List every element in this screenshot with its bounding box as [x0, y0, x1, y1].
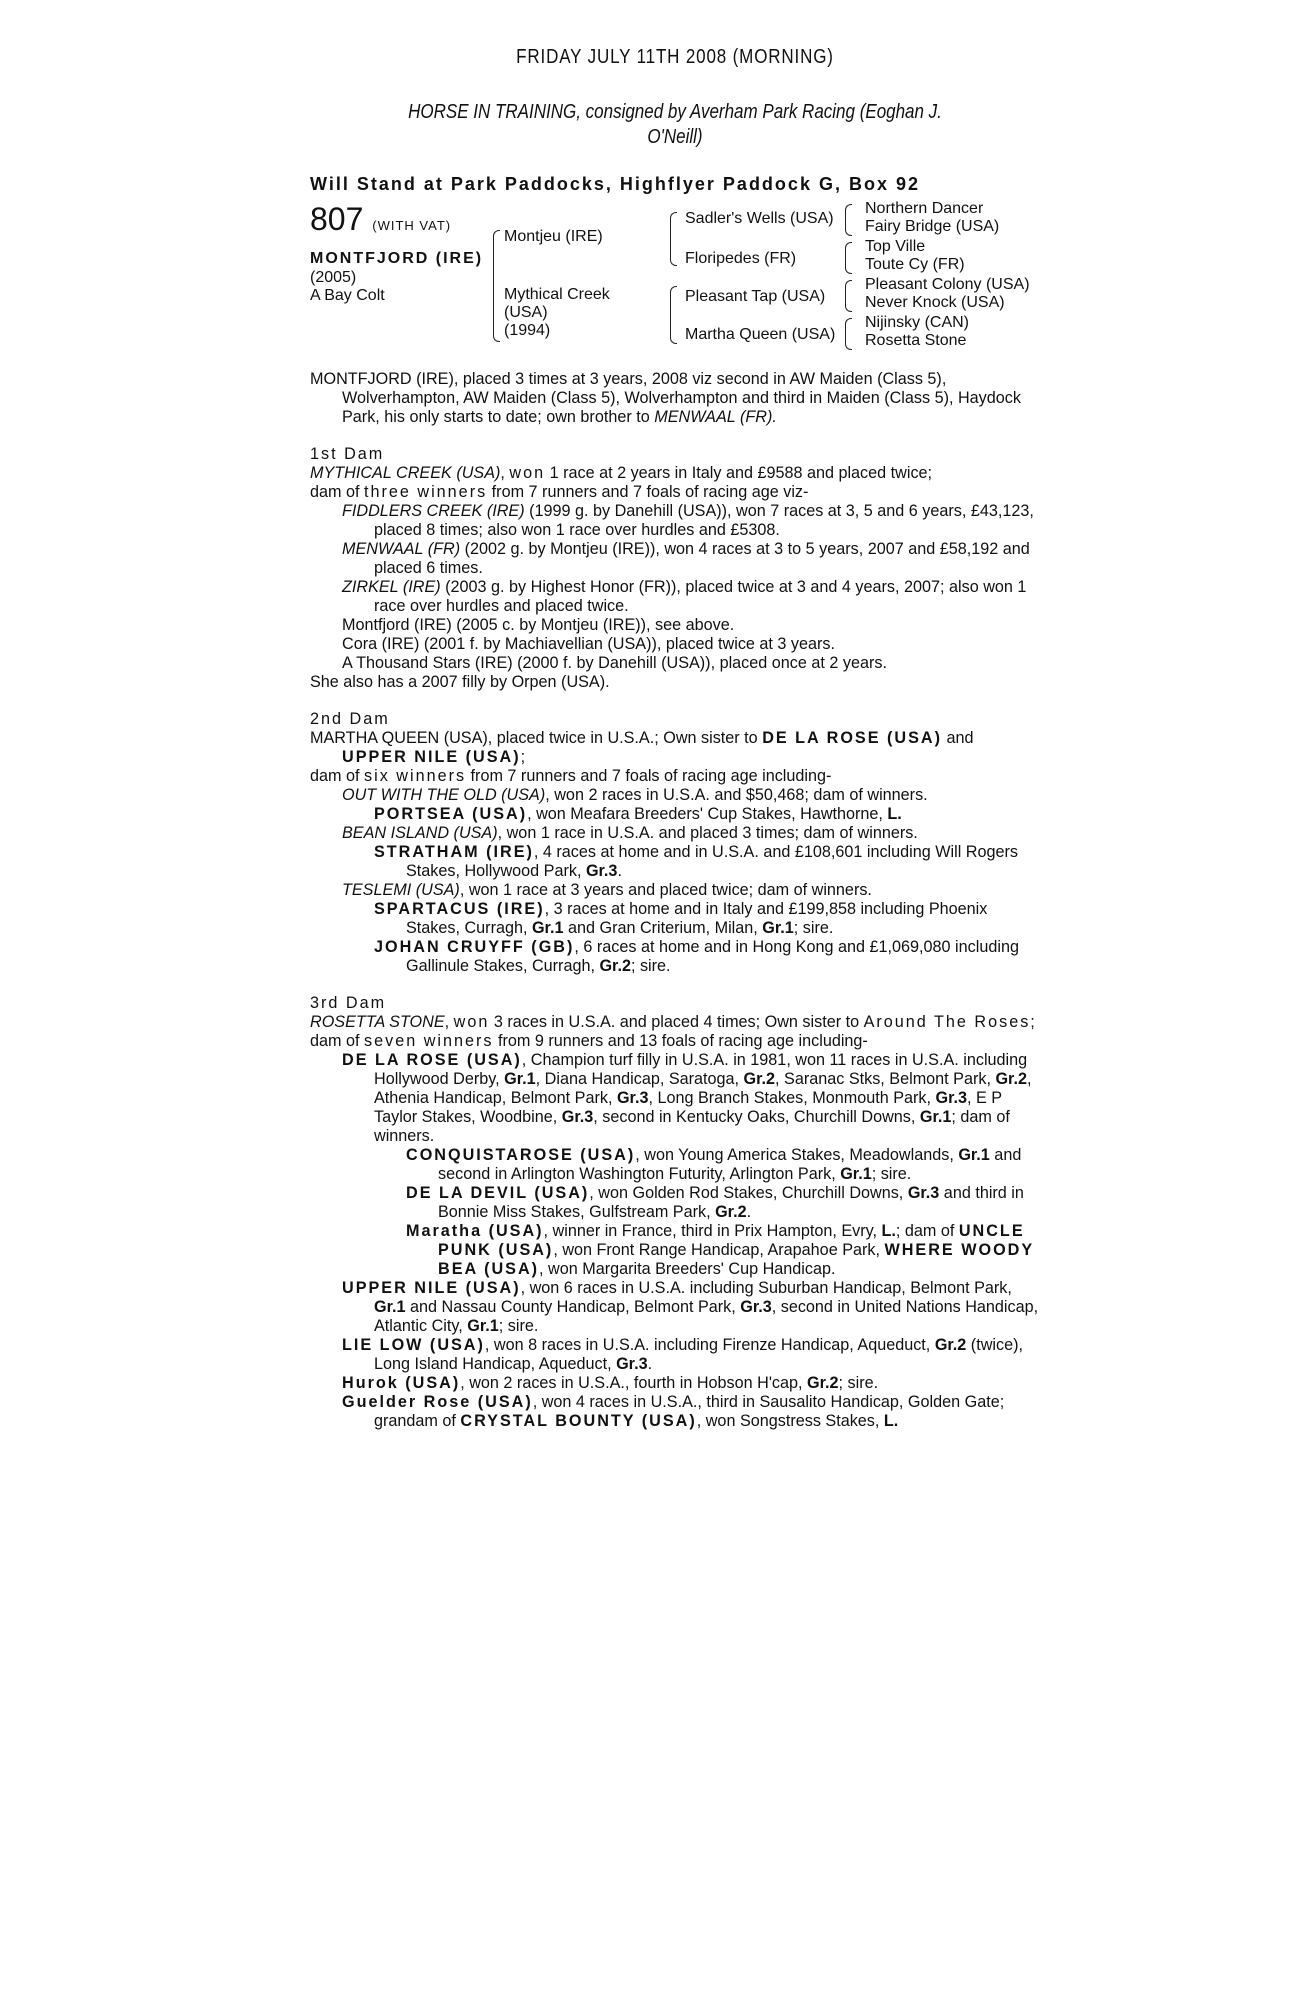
dam-line-2: (USA)	[504, 304, 548, 321]
produce-name: UNCLE PUNK (USA)	[438, 1222, 1025, 1259]
dam-line-3: (1994)	[504, 322, 551, 339]
produce-summary: from 7 runners and 7 foals of racing age including-	[466, 767, 832, 785]
produce-sub-item	[310, 1146, 1040, 1184]
produce-text: and Nassau County Handicap, Belmont Park,	[405, 1298, 741, 1316]
first-dam-record: MYTHICAL CREEK (USA), won 1 race at 2 years in Italy and £9588 and placed twice;	[310, 464, 933, 482]
produce-text: and third in Bonnie Miss Stakes, Gulfstream Park,	[438, 1184, 1024, 1221]
grade: Gr.3	[935, 1089, 967, 1107]
punctuation: .	[617, 862, 622, 880]
brace-sd	[845, 242, 852, 274]
brace-dam	[670, 286, 677, 344]
horse-description: A Bay Colt	[310, 287, 385, 304]
sire-dam: Floripedes (FR)	[685, 250, 797, 267]
produce-name: UPPER NILE (USA)	[342, 1279, 521, 1297]
grade: Gr.2	[743, 1070, 776, 1088]
punctuation: ,	[444, 1013, 454, 1031]
winners-count: seven winners	[364, 1032, 494, 1050]
sister-name: UPPER NILE (USA)	[342, 748, 521, 766]
grade: Gr.1	[467, 1317, 499, 1335]
dam-sire: Pleasant Tap (USA)	[685, 288, 826, 305]
produce-item	[310, 1279, 1040, 1336]
vat-note: (WITH VAT)	[372, 218, 452, 233]
sale-date: FRIDAY JULY 11TH 2008 (MORNING)	[516, 46, 834, 68]
second-dam-heading: 2nd Dam	[310, 710, 390, 728]
produce-sub-item	[310, 1184, 1040, 1222]
produce-item: Cora (IRE) (2001 f. by Machiavellian (USA)), placed twice at 3 years.	[342, 635, 836, 653]
grade: L.	[883, 1412, 899, 1430]
produce-name: BEAN ISLAND (USA)	[342, 824, 498, 842]
produce-item: A Thousand Stars (IRE) (2000 f. by Danehill (USA)), placed once at 2 years.	[342, 654, 887, 672]
dam-of-label: dam of	[310, 483, 364, 501]
produce-text: , won 2 races in U.S.A., fourth in Hobson H'cap,	[460, 1374, 808, 1392]
dam-of-label: dam of	[310, 767, 364, 785]
produce-text: , Long Branch Stakes, Monmouth Park,	[648, 1089, 936, 1107]
grade: Gr.2	[599, 957, 631, 975]
brace-dd	[845, 318, 852, 350]
grade: Gr.3	[561, 1108, 594, 1126]
brace-sire	[670, 212, 677, 266]
horse-summary	[310, 370, 1040, 427]
second-dam-produce	[310, 767, 1040, 786]
winners-count: three winners	[364, 483, 488, 501]
brace-gen1	[493, 230, 500, 342]
ds-dam: Never Knock (USA)	[865, 294, 1005, 311]
produce-text: , won 2 races in U.S.A. and $50,468; dam of winners.	[545, 786, 928, 804]
produce-text: , 3 races at home and in Italy and £199,858 including Phoenix Stakes, Curragh,	[406, 900, 988, 937]
produce-item	[310, 540, 1040, 578]
first-dam-name: MYTHICAL CREEK (USA)	[310, 464, 501, 482]
produce-text: , winner in France, third in Prix Hampton, Evry,	[543, 1222, 882, 1240]
third-dam-name: ROSETTA STONE	[310, 1013, 445, 1031]
summary-name: MONTFJORD (IRE)	[310, 370, 454, 388]
consignment-line-1: HORSE IN TRAINING, consigned by Averham Park Racing (Eoghan J.	[408, 101, 942, 123]
produce-text: (2003 g. by Highest Honor (FR)), placed twice at 3 and 4 years, 2007; also won 1 race over hurdles and placed twice.	[374, 578, 1027, 615]
grade: Gr.2	[715, 1203, 747, 1221]
produce-item	[310, 1336, 1040, 1374]
grade: Gr.1	[840, 1165, 872, 1183]
produce-item	[310, 502, 1040, 540]
grade: Gr.1	[374, 1298, 406, 1316]
lot-number-value: 807	[310, 201, 364, 237]
summary-text: , placed 3 times at 3 years, 2008 viz second in AW Maiden (Class 5), Wolverhampton, AW Maiden (Class 5), Wolverhampton and third in Maiden (Class 5), Haydock Park, his only starts to date; own brother to	[342, 370, 1021, 426]
produce-sub-item	[310, 900, 1040, 938]
produce-name: WHERE WOODY BEA (USA)	[438, 1241, 1034, 1278]
grade: Gr.2	[807, 1374, 839, 1392]
produce-text: , won 6 races in U.S.A. including Suburban Handicap, Belmont Park,	[520, 1279, 1012, 1297]
produce-text: , won Front Range Handicap, Arapahoe Park,	[553, 1241, 885, 1259]
produce-name: Guelder Rose (USA)	[342, 1393, 533, 1411]
produce-item	[310, 1393, 1040, 1431]
second-dam-text: MARTHA QUEEN (USA), placed twice in U.S.A.; Own sister to	[310, 729, 763, 747]
first-dam-produce	[310, 483, 1040, 502]
produce-name: PORTSEA (USA)	[374, 805, 528, 823]
dd-sire: Nijinsky (CAN)	[865, 314, 969, 331]
pedigree-table	[310, 200, 1040, 360]
punctuation: ; sire.	[498, 1317, 539, 1335]
conjunction: and	[941, 729, 974, 747]
produce-name: DE LA ROSE (USA)	[342, 1051, 522, 1069]
dam-of-label: dam of	[310, 1032, 364, 1050]
punctuation: ; sire.	[871, 1165, 912, 1183]
produce-name: Maratha (USA)	[406, 1222, 544, 1240]
grade: Gr.3	[585, 862, 618, 880]
punctuation: .	[647, 1355, 653, 1373]
produce-name: SPARTACUS (IRE)	[374, 900, 545, 918]
produce-name: MENWAAL (FR)	[342, 540, 461, 558]
produce-name: ZIRKEL (IRE)	[342, 578, 441, 596]
third-dam-produce	[310, 1032, 1040, 1051]
produce-name: CRYSTAL BOUNTY (USA)	[460, 1412, 697, 1430]
produce-text: , E P Taylor Stakes, Woodbine,	[374, 1089, 1002, 1126]
produce-text: , Champion turf filly in U.S.A. in 1981, won 11 races in U.S.A. including Hollywood Derby,	[374, 1051, 1028, 1088]
horse-name: MONTFJORD (IRE)	[310, 250, 484, 267]
grade: Gr.2	[995, 1070, 1027, 1088]
produce-text: , second in Kentucky Oaks, Churchill Downs,	[593, 1108, 920, 1126]
dd-dam: Rosetta Stone	[865, 332, 967, 349]
first-dam-heading: 1st Dam	[310, 445, 385, 463]
produce-item	[310, 578, 1040, 616]
grade: Gr.3	[616, 1355, 648, 1373]
produce-text: , Saranac Stks, Belmont Park,	[775, 1070, 996, 1088]
produce-name: FIDDLERS CREEK (IRE)	[342, 502, 525, 520]
produce-name: Hurok (USA)	[342, 1374, 461, 1392]
dam-line-1: Mythical Creek	[504, 286, 610, 303]
third-dam-record	[310, 1013, 1040, 1032]
produce-name: STRATHAM (IRE)	[374, 843, 534, 861]
stand-location: Will Stand at Park Paddocks, Highflyer Paddock G, Box 92	[310, 174, 920, 194]
produce-text: , Athenia Handicap, Belmont Park,	[374, 1070, 1032, 1107]
grade: L.	[881, 1222, 896, 1240]
grade: Gr.1	[504, 1070, 536, 1088]
produce-text: ; dam of winners.	[374, 1108, 1010, 1145]
produce-name: OUT WITH THE OLD (USA)	[342, 786, 546, 804]
won-word: won	[509, 464, 546, 482]
produce-item	[310, 824, 1040, 843]
produce-text: , won Meafara Breeders' Cup Stakes, Hawthorne,	[527, 805, 888, 823]
punctuation: ; sire.	[838, 1374, 879, 1392]
produce-text: (2002 g. by Montjeu (IRE)), won 4 races at 3 to 5 years, 2007 and £58,192 and placed 6 times.	[374, 540, 1030, 577]
punctuation: ;	[520, 748, 526, 766]
produce-sub-item	[310, 1222, 1040, 1279]
produce-text: , won Margarita Breeders' Cup Handicap.	[539, 1260, 836, 1278]
produce-text: (1999 g. by Danehill (USA)), won 7 races at 3, 5 and 6 years, £43,123, placed 8 times; also won 1 race over hurdles and £5308.	[374, 502, 1034, 539]
produce-summary: from 7 runners and 7 foals of racing age viz-	[487, 483, 809, 501]
produce-name: LIE LOW (USA)	[342, 1336, 485, 1354]
brace-ss	[845, 204, 852, 236]
won-word: won	[453, 1013, 490, 1031]
sd-dam: Toute Cy (FR)	[865, 256, 965, 273]
lot-number	[310, 202, 451, 243]
produce-text: (twice), Long Island Handicap, Aqueduct,	[374, 1336, 1023, 1373]
third-dam-text: 3 races in U.S.A. and placed 4 times; Own sister to	[489, 1013, 864, 1031]
ss-dam: Fairy Bridge (USA)	[865, 218, 1000, 235]
produce-text: ; dam of	[895, 1222, 959, 1240]
sd-sire: Top Ville	[865, 238, 926, 255]
produce-text: , won Golden Rod Stakes, Churchill Downs,	[589, 1184, 908, 1202]
grade: Gr.1	[958, 1146, 990, 1164]
produce-text: and second in Arlington Washington Futurity, Arlington Park,	[438, 1146, 1022, 1183]
produce-item	[310, 881, 1040, 900]
first-dam-text: 1 race at 2 years in Italy and £9588 and placed twice;	[545, 464, 933, 482]
produce-text: and Gran Criterium, Milan,	[563, 919, 763, 937]
produce-text: , won 1 race in U.S.A. and placed 3 times; dam of winners.	[497, 824, 918, 842]
produce-text: , 6 races at home and in Hong Kong and £1,069,080 including Gallinule Stakes, Curragh,	[406, 938, 1019, 975]
produce-item: Montfjord (IRE) (2005 c. by Montjeu (IRE)), see above.	[342, 616, 735, 634]
grade: Gr.2	[934, 1336, 967, 1354]
summary-brother: MENWAAL (FR).	[654, 408, 777, 426]
sister-name: DE LA ROSE (USA)	[762, 729, 942, 747]
grade: Gr.1	[531, 919, 564, 937]
punctuation: ;	[1030, 1013, 1035, 1031]
produce-name: CONQUISTAROSE (USA)	[406, 1146, 636, 1164]
dam-dam: Martha Queen (USA)	[685, 326, 836, 343]
produce-text: , won Songstress Stakes,	[696, 1412, 884, 1430]
sire: Montjeu (IRE)	[504, 228, 603, 245]
produce-text: , won Young America Stakes, Meadowlands,	[635, 1146, 959, 1164]
catalogue-body	[310, 370, 1040, 1431]
consignment-line-2: O'Neill)	[647, 126, 703, 148]
produce-text: , won 8 races in U.S.A. including Firenze Handicap, Aqueduct,	[484, 1336, 935, 1354]
consignment	[365, 100, 986, 150]
produce-name: DE LA DEVIL (USA)	[406, 1184, 590, 1202]
grade: Gr.3	[907, 1184, 940, 1202]
produce-summary: from 9 runners and 13 foals of racing age including-	[493, 1032, 868, 1050]
horse-year: (2005)	[310, 269, 357, 286]
produce-text: , second in United Nations Handicap, Atlantic City,	[374, 1298, 1039, 1335]
produce-name: TESLEMI (USA)	[342, 881, 460, 899]
grade: Gr.3	[740, 1298, 772, 1316]
grade: Gr.3	[616, 1089, 649, 1107]
third-dam-heading: 3rd Dam	[310, 994, 387, 1012]
produce-text: , 4 races at home and in U.S.A. and £108,601 including Will Rogers Stakes, Hollywood Park,	[406, 843, 1018, 880]
produce-text: , Diana Handicap, Saratoga,	[535, 1070, 744, 1088]
produce-text: , won 4 races in U.S.A., third in Sausalito Handicap, Golden Gate; grandam of	[374, 1393, 1005, 1430]
produce-name: JOHAN CRUYFF (GB)	[374, 938, 575, 956]
ss-sire: Northern Dancer	[865, 200, 984, 217]
grade: Gr.1	[919, 1108, 952, 1126]
produce-note: She also has a 2007 filly by Orpen (USA).	[310, 673, 610, 691]
produce-sub-item	[310, 805, 1040, 824]
produce-item	[310, 1051, 1040, 1146]
second-dam-record	[310, 729, 1040, 767]
produce-text: , won 1 race at 3 years and placed twice; dam of winners.	[459, 881, 872, 899]
produce-item	[310, 1374, 1040, 1393]
winners-count: six winners	[364, 767, 467, 785]
ds-sire: Pleasant Colony (USA)	[865, 276, 1030, 293]
punctuation: ; sire.	[630, 957, 671, 975]
grade: L.	[887, 805, 902, 823]
grade: Gr.1	[762, 919, 794, 937]
punctuation: .	[746, 1203, 752, 1221]
brace-ds	[845, 280, 852, 312]
produce-item	[310, 786, 1040, 805]
produce-sub-item	[310, 938, 1040, 976]
sister-name: Around The Roses	[863, 1013, 1031, 1031]
sire-sire: Sadler's Wells (USA)	[685, 210, 834, 227]
produce-sub-item	[310, 843, 1040, 881]
punctuation: ; sire.	[793, 919, 834, 937]
